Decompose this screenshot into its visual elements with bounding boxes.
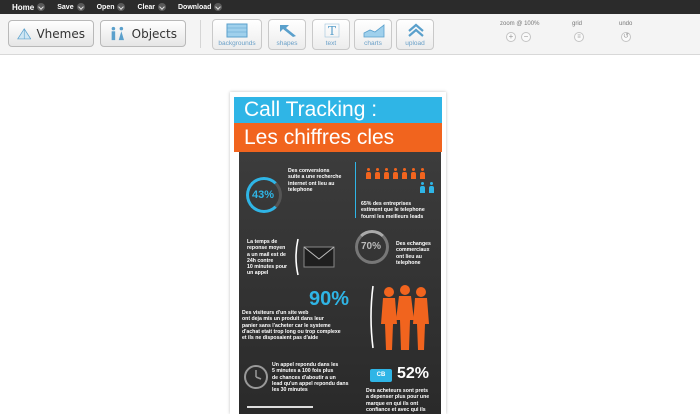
stat3-line: a un mail est de: [247, 251, 286, 258]
backgrounds-button[interactable]: [212, 19, 262, 50]
backgrounds-icon: [226, 23, 248, 38]
stat1-line: internet ont lieu au: [288, 180, 335, 187]
arrow-icon: [277, 23, 299, 38]
zoom-in-icon[interactable]: +: [506, 32, 516, 42]
chart-icon: [363, 23, 385, 38]
stat1-text: [288, 168, 341, 193]
stat1-line: Des conversions: [288, 168, 330, 174]
stat7-line: a depenser plus pour une: [366, 394, 430, 401]
upload-button[interactable]: [396, 19, 434, 50]
stat6-line: les 30 minutes: [272, 387, 308, 394]
shapes-button[interactable]: [268, 19, 306, 50]
stat4-line: commerciaux: [396, 247, 430, 254]
title-line-1: Call Tracking :: [234, 97, 442, 123]
chevron-down-icon: [158, 3, 166, 11]
menu-home[interactable]: [12, 3, 45, 12]
person-icon: [401, 168, 407, 179]
stat2-line: estiment que le telephone: [361, 207, 425, 214]
toolbar: [0, 14, 700, 55]
stat7-line: confiance et avec qui ils: [366, 406, 426, 413]
stat2-line: fourni les meilleurs leads: [361, 213, 424, 220]
stat1-line: suite a une recherche: [288, 174, 342, 181]
undo-icon[interactable]: ↺: [621, 32, 631, 42]
menu-download-label: Download: [178, 3, 212, 11]
stat4-line: Des echanges: [396, 241, 431, 247]
stat3-line: un appel: [247, 270, 269, 277]
divider-line: [247, 406, 313, 408]
person-icon: [428, 182, 434, 193]
vhemes-button[interactable]: [8, 20, 94, 47]
stat3-line: reponse moyen: [247, 245, 286, 252]
menu-open-label: Open: [96, 3, 115, 11]
menu-clear[interactable]: [137, 3, 166, 11]
stat6-line: 5 minutes a 100 fois plus: [272, 368, 334, 375]
menu-save[interactable]: [57, 3, 84, 11]
stat2-line: 65% des entreprises: [361, 201, 412, 207]
stat7-percent: 52%: [397, 365, 430, 382]
stat7-line: marque en qui ils ont: [366, 400, 419, 407]
infographic[interactable]: [234, 97, 442, 414]
stat5-percent: 90%: [309, 288, 350, 310]
person-icon: [419, 168, 425, 179]
stat1-line: telephone: [288, 186, 313, 193]
chevron-down-icon: [77, 3, 85, 11]
person-icon: [419, 182, 425, 193]
menu-download[interactable]: [178, 3, 222, 11]
undo-label: undo: [619, 21, 633, 27]
stat6-text: [272, 362, 348, 393]
chevron-down-icon: [117, 3, 125, 11]
upload-icon: [405, 23, 427, 38]
person-icon: [392, 168, 398, 179]
stat4-line: ont lieu au: [396, 253, 422, 260]
divider-line: [355, 162, 356, 218]
infographic-panel: [239, 152, 441, 414]
charts-label: charts: [364, 40, 382, 47]
charts-button[interactable]: [354, 19, 392, 50]
stat5-text: [242, 310, 341, 341]
grid-label: grid: [572, 21, 583, 27]
stat7-line: Des acheteurs sont prets: [366, 388, 428, 394]
toolbar-divider: [200, 20, 201, 48]
stat6-line: Un appel repondu dans les: [272, 362, 339, 368]
menu-open[interactable]: [97, 3, 126, 11]
menu-home-label: Home: [12, 2, 35, 12]
stat6-line: lead qu'un appel repondu dans: [272, 380, 349, 387]
upload-label: upload: [405, 40, 425, 47]
stat3-line: 10 minutes pour: [247, 264, 288, 271]
stat1-percent: 43%: [252, 189, 275, 201]
stat2-text: [361, 201, 425, 220]
stat3-line: La temps de: [247, 239, 278, 245]
shapes-label: shapes: [276, 40, 298, 47]
text-label: text: [325, 40, 337, 47]
backgrounds-label: backgrounds: [218, 40, 256, 47]
stat4-text: [396, 241, 431, 266]
stat5-line: ont deja mis un produit dans leur: [242, 316, 324, 323]
person-icon: [410, 168, 416, 179]
stat3-line: 24h contre: [247, 257, 274, 264]
stat5-line: et ils ne disposaient pas d'aide: [242, 335, 319, 342]
zoom-out-icon[interactable]: −: [521, 32, 531, 42]
title-line-2: Les chiffres cles: [234, 123, 442, 152]
design-canvas[interactable]: [230, 92, 446, 414]
chevron-down-icon: [37, 3, 45, 11]
stat5-line: d'achat etait trop long ou trop complexe: [242, 328, 341, 335]
text-button[interactable]: [312, 19, 350, 50]
svg-text:T: T: [327, 24, 337, 38]
stat4-percent: 70%: [361, 241, 382, 252]
objects-button[interactable]: [100, 20, 186, 47]
objects-icon: [109, 25, 127, 42]
stat5-line: panier sans l'acheter car le systeme: [242, 322, 331, 329]
people-group-icon: [369, 282, 439, 352]
menu-clear-label: Clear: [137, 3, 155, 11]
vhemes-label: Vhemes: [36, 26, 85, 41]
menu-bar: [0, 0, 700, 14]
zoom-label: zoom @ 100%: [500, 21, 540, 27]
person-icon: [374, 168, 380, 179]
credit-card-icon: CB: [370, 369, 392, 382]
text-icon: [321, 23, 343, 38]
stat6-line: de chances d'aboutir a un: [272, 374, 336, 381]
objects-label: Objects: [131, 26, 177, 41]
chevron-down-icon: [214, 3, 222, 11]
person-icon: [365, 168, 371, 179]
person-icon: [383, 168, 389, 179]
stat5-line: Des visiteurs d'un site web: [242, 310, 309, 316]
stat7-text: [366, 388, 429, 413]
envelope-icon: [294, 237, 340, 277]
menu-save-label: Save: [57, 3, 74, 11]
clock-icon: [243, 364, 269, 390]
vhemes-icon: [17, 25, 31, 42]
stat4-line: telephone: [396, 259, 421, 266]
stat3-text: [247, 239, 287, 277]
grid-icon[interactable]: ≡: [574, 32, 584, 42]
